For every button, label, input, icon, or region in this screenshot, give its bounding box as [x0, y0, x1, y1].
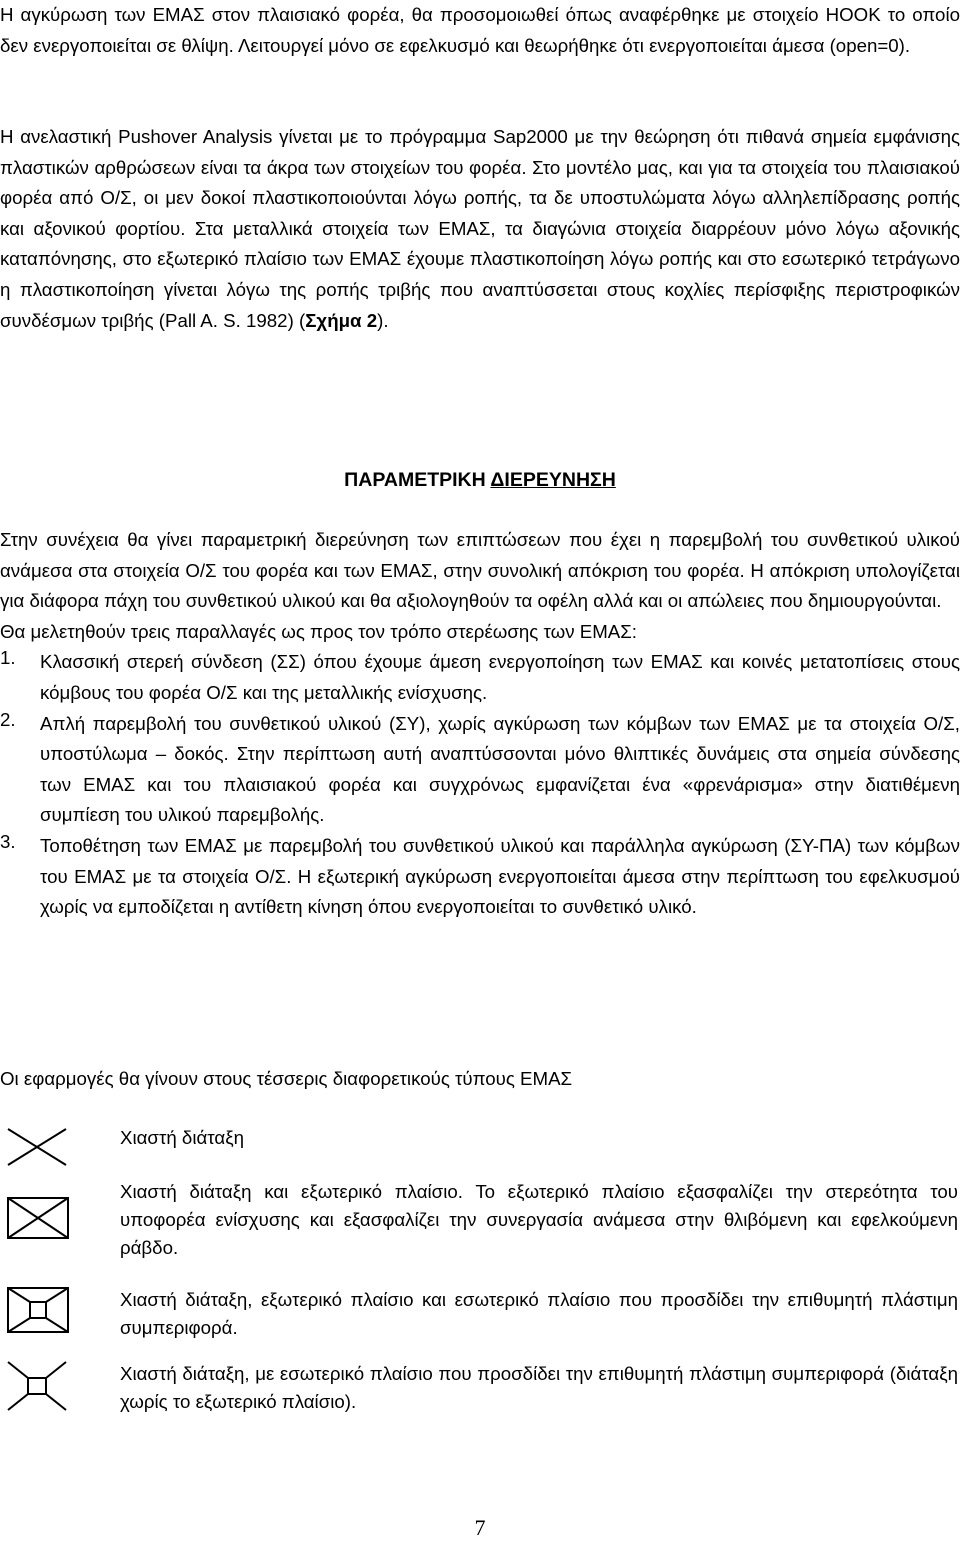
paragraph-pushover [0, 122, 960, 336]
paragraph-text-end: ). [377, 309, 389, 331]
heading-part-2: ΔΙΕΡΕΥΝΗΣΗ [490, 469, 616, 491]
paragraph-anchorage [0, 0, 960, 61]
intro-paragraph: Στην συνέχεια θα γίνει παραμετρική διερεύνηση των επιπτώσεων που έχει η παρεμβολή του συνθετικού υλικού ανάμεσα στα στοιχεία Ο/Σ του φορέα και των ΕΜΑΣ, στην συνολική απόκριση του φορέα. Η απόκριση υπολογίζεται για διάφορα πάχη του συνθετικού υλικού και θα αξιολογηθούν τα οφέλη αλλά και οι απώλειες που δημιουργούνται. [0, 529, 960, 612]
list-item-text: Κλασσική στερεή σύνδεση (ΣΣ) όπου έχουμε άμεση ενεργοποίηση των ΕΜΑΣ και κοινές μετατοπίσεις στους κόμβους του φορέα Ο/Σ και της μεταλλικής ενίσχυσης. [40, 651, 960, 703]
figure-reference: Σχήμα 2 [305, 309, 378, 331]
types-intro [0, 1064, 960, 1095]
x-brace-inner-square-icon [0, 1358, 80, 1414]
x-brace-frame-icon [0, 1194, 80, 1242]
list-intro: Θα μελετηθούν τρεις παραλλαγές ως προς τον τρόπο στερέωσης των ΕΜΑΣ: [0, 620, 637, 642]
types-intro-text: Οι εφαρμογές θα γίνουν στους τέσσερις διαφορετικούς τύπους ΕΜΑΣ [0, 1068, 573, 1089]
section-heading [0, 465, 960, 495]
brace-type-text: Χιαστή διάταξη και εξωτερικό πλαίσιο. Το εξωτερικό πλαίσιο εξασφαλίζει την στερεότητα του υποφορέα ενίσχυσης και εξασφαλίζει την συνεργασία ανάμεσα στην θλιβόμενη και εφελκούμενη ράβδο. [120, 1181, 958, 1258]
list-item [0, 831, 960, 923]
list-item-number: 2. [0, 708, 16, 730]
x-brace-frame-square-icon [0, 1284, 80, 1336]
brace-type-text: Χιαστή διάταξη, με εσωτερικό πλαίσιο που προσδίδει την επιθυμητή πλάστιμη συμπεριφορά (διάταξη χωρίς το εξωτερικό πλαίσιο). [120, 1363, 958, 1412]
brace-type-text: Χιαστή διάταξη, εξωτερικό πλαίσιο και εσωτερικό πλαίσιο που προσδίδει την επιθυμητή πλάστιμη συμπεριφορά. [120, 1289, 958, 1338]
list-item-text: Τοποθέτηση των ΕΜΑΣ με παρεμβολή του συνθετικού υλικού και παράλληλα αγκύρωση (ΣΥ-ΠΑ) των κόμβων του ΕΜΑΣ με τα στοιχεία Ο/Σ. Η εξωτερική αγκύρωση ενεργοποιείται άμεσα στην περίπτωση του εφελκυσμού χωρίς να εμποδίζεται η αντίθετη κίνηση όπου ενεργοποιείται το συνθετικό υλικό. [40, 834, 960, 918]
paragraph-text: Η αγκύρωση των ΕΜΑΣ στον πλαισιακό φορέα, θα προσομοιωθεί όπως αναφέρθηκε με στοιχείο HOOK το οποίο δεν ενεργοποιείται σε θλίψη. Λειτουργεί μόνο σε εφελκυσμό και θεωρήθηκε ότι ενεργοποιείται άμεσα (open=0). [0, 4, 960, 56]
brace-type-text: Χιαστή διάταξη [120, 1127, 244, 1148]
section-body [0, 525, 960, 923]
heading-part-1: ΠΑΡΑΜΕΤΡΙΚΗ [344, 469, 491, 491]
x-brace-icon [0, 1122, 80, 1172]
page-number: 7 [474, 1515, 486, 1540]
list-item [0, 709, 960, 831]
list-item-number: 1. [0, 647, 16, 669]
paragraph-text-main: Η ανελαστική Pushover Analysis γίνεται με το πρόγραμμα Sap2000 με την θεώρηση ότι πιθανά σημεία εμφάνισης πλαστικών αρθρώσεων είναι τα άκρα των στοιχείων του φορέα. Στο μοντέλο μας, και για τα στοιχεία του πλαισιακού φορέα από Ο/Σ, οι μεν δοκοί πλαστικοποιούνται λόγω ροπής, τα δε υποστυλώματα λόγω αλληλεπίδρασης ροπής και αξονικού φορτίου. Στα μεταλλικά στοιχεία των ΕΜΑΣ, τα διαγώνια στοιχεία διαρρέουν μόνο λόγω αξονικής καταπόνησης, στο εξωτερικό πλαίσιο των ΕΜΑΣ έχουμε πλαστικοποίηση λόγω ροπής και στο εσωτερικό τετράγωνο η πλαστικοποίηση γίνεται λόγω της ροπής τριβής που αναπτύσσεται στους κοχλίες περίσφιξης περιστροφικών συνδέσμων τριβής (Pall A. S. 1982) ( [0, 126, 960, 331]
paragraph-text [0, 122, 960, 336]
list-item-text: Απλή παρεμβολή του συνθετικού υλικού (ΣΥ), χωρίς αγκύρωση των κόμβων των ΕΜΑΣ με τα στοιχεία Ο/Σ, υποστύλωμα – δοκός. Στην περίπτωση αυτή αναπτύσσονται μόνο θλιπτικές δυνάμεις στα σημεία σύνδεσης των ΕΜΑΣ και του πλαισιακού φορέα και συγχρόνως εμφανίζεται ένα «φρενάρισμα» στην διατιθέμενη συμπίεση του υλικού παρεμβολής. [40, 712, 960, 826]
list-item-number: 3. [0, 830, 16, 852]
list-item [0, 647, 960, 708]
